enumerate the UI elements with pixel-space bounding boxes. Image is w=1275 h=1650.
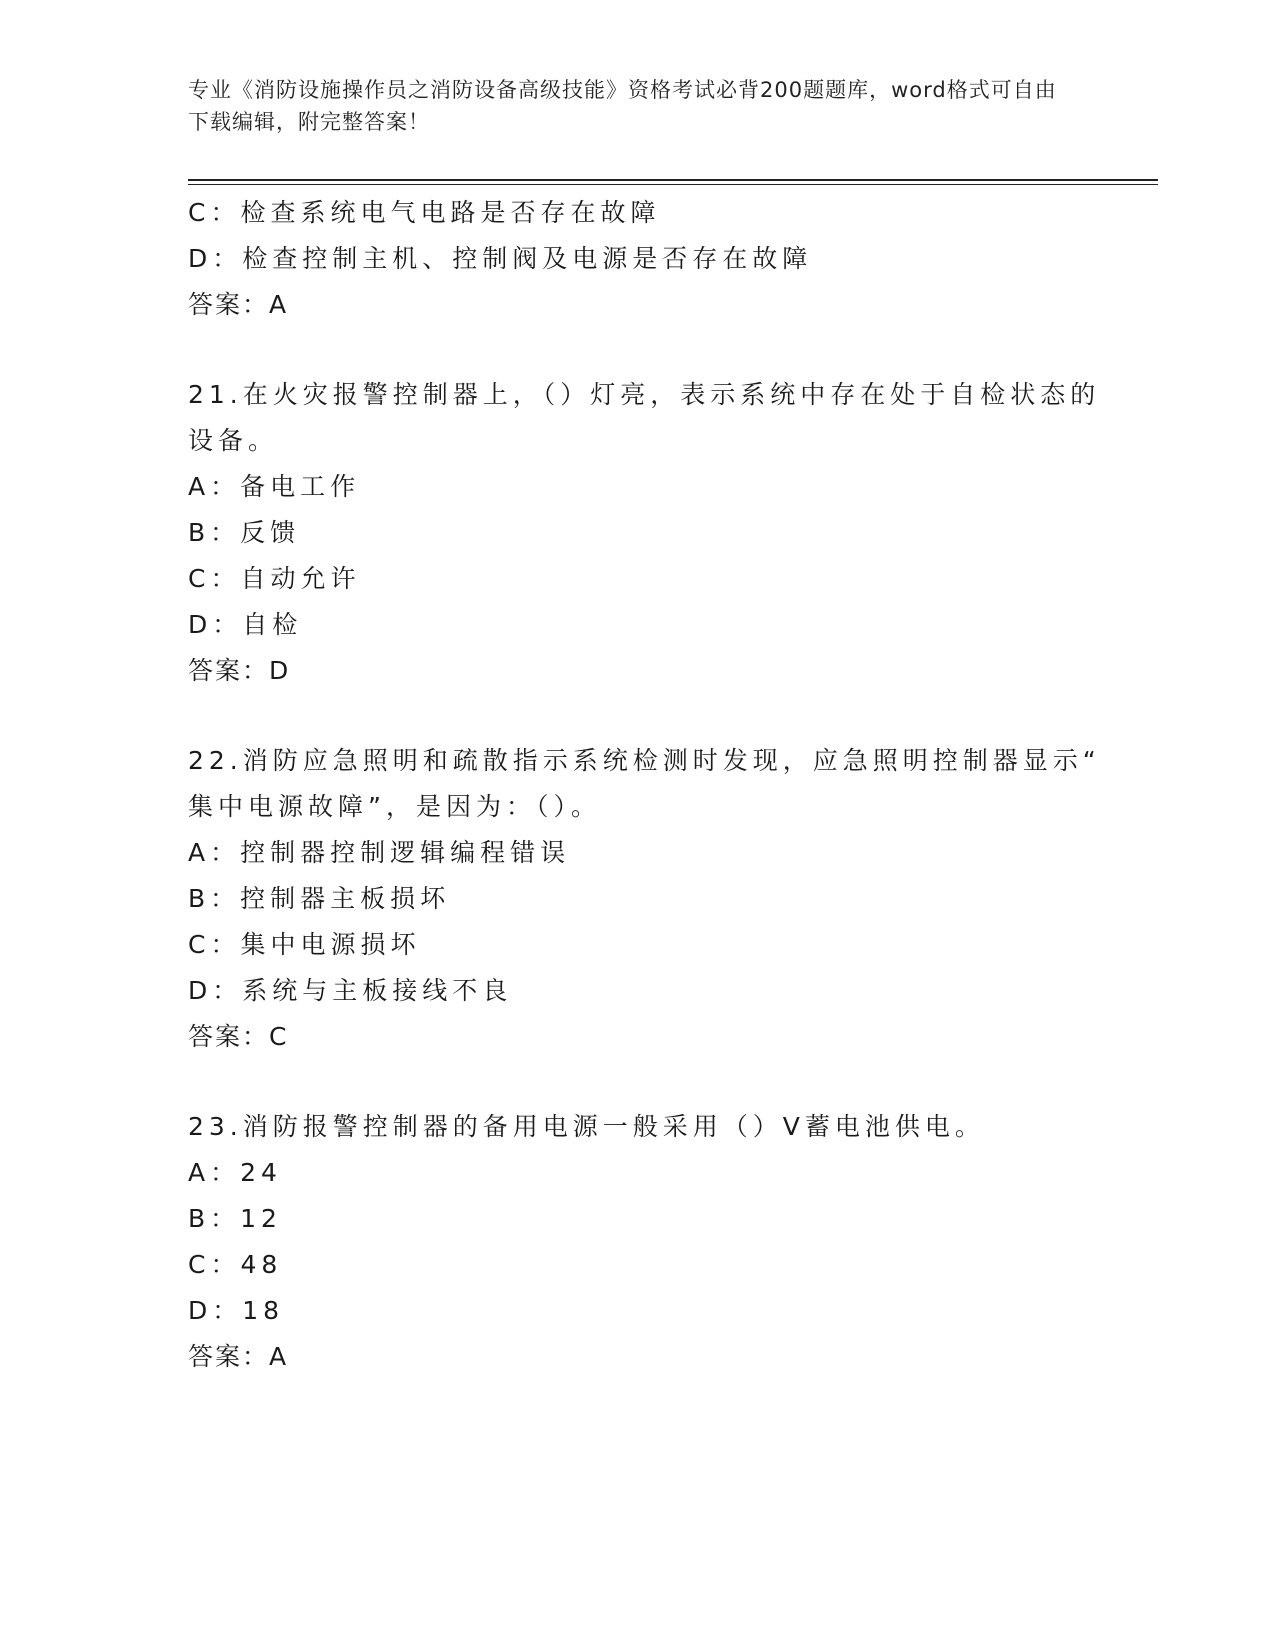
option-c: C：集中电源损坏 <box>188 930 421 959</box>
option-c: C：检查系统电气电路是否存在故障 <box>188 198 661 227</box>
spacer <box>188 1060 1088 1104</box>
option-d: D：18 <box>188 1296 285 1325</box>
option-b: B：控制器主板损坏 <box>188 884 451 913</box>
document-header: 专业《消防设施操作员之消防设备高级技能》资格考试必背200题题库，word格式可自由下载编辑，附完整答案！ <box>188 78 1057 134</box>
option-a: A：24 <box>188 1158 282 1187</box>
partial-question <box>188 190 1088 328</box>
answer-line: 答案：A <box>188 290 289 319</box>
option-a: A：备电工作 <box>188 472 361 501</box>
question-23 <box>188 1104 1088 1380</box>
question-stem: 21.在火灾报警控制器上，（）灯亮，表示系统中存在处于自检状态的 <box>188 380 1101 409</box>
answer-line: 答案：D <box>188 656 291 685</box>
question-21 <box>188 372 1101 694</box>
answer-line: 答案：C <box>188 1022 289 1051</box>
option-d: D：自检 <box>188 610 303 639</box>
question-stem: 23.消防报警控制器的备用电源一般采用（）V蓄电池供电。 <box>188 1112 985 1141</box>
option-c: C：48 <box>188 1250 283 1279</box>
option-c: C：自动允许 <box>188 564 361 593</box>
header-rule-thick <box>188 179 1158 181</box>
option-a: A：控制器控制逻辑编程错误 <box>188 838 571 867</box>
spacer <box>188 328 1088 372</box>
answer-line: 答案：A <box>188 1342 289 1371</box>
header-rule-thin <box>188 184 1158 185</box>
option-b: B：12 <box>188 1204 282 1233</box>
question-stem-cont: 设备。 <box>188 426 279 455</box>
option-d: D：系统与主板接线不良 <box>188 976 513 1005</box>
question-22 <box>188 738 1101 1060</box>
option-b: B：反馈 <box>188 518 301 547</box>
spacer <box>188 694 1088 738</box>
question-list <box>188 190 1101 1380</box>
option-d: D：检查控制主机、控制阀及电源是否存在故障 <box>188 244 813 273</box>
question-stem-cont: 集中电源故障”，是因为：（）。 <box>188 792 601 821</box>
question-stem: 22.消防应急照明和疏散指示系统检测时发现，应急照明控制器显示“ <box>188 746 1101 775</box>
